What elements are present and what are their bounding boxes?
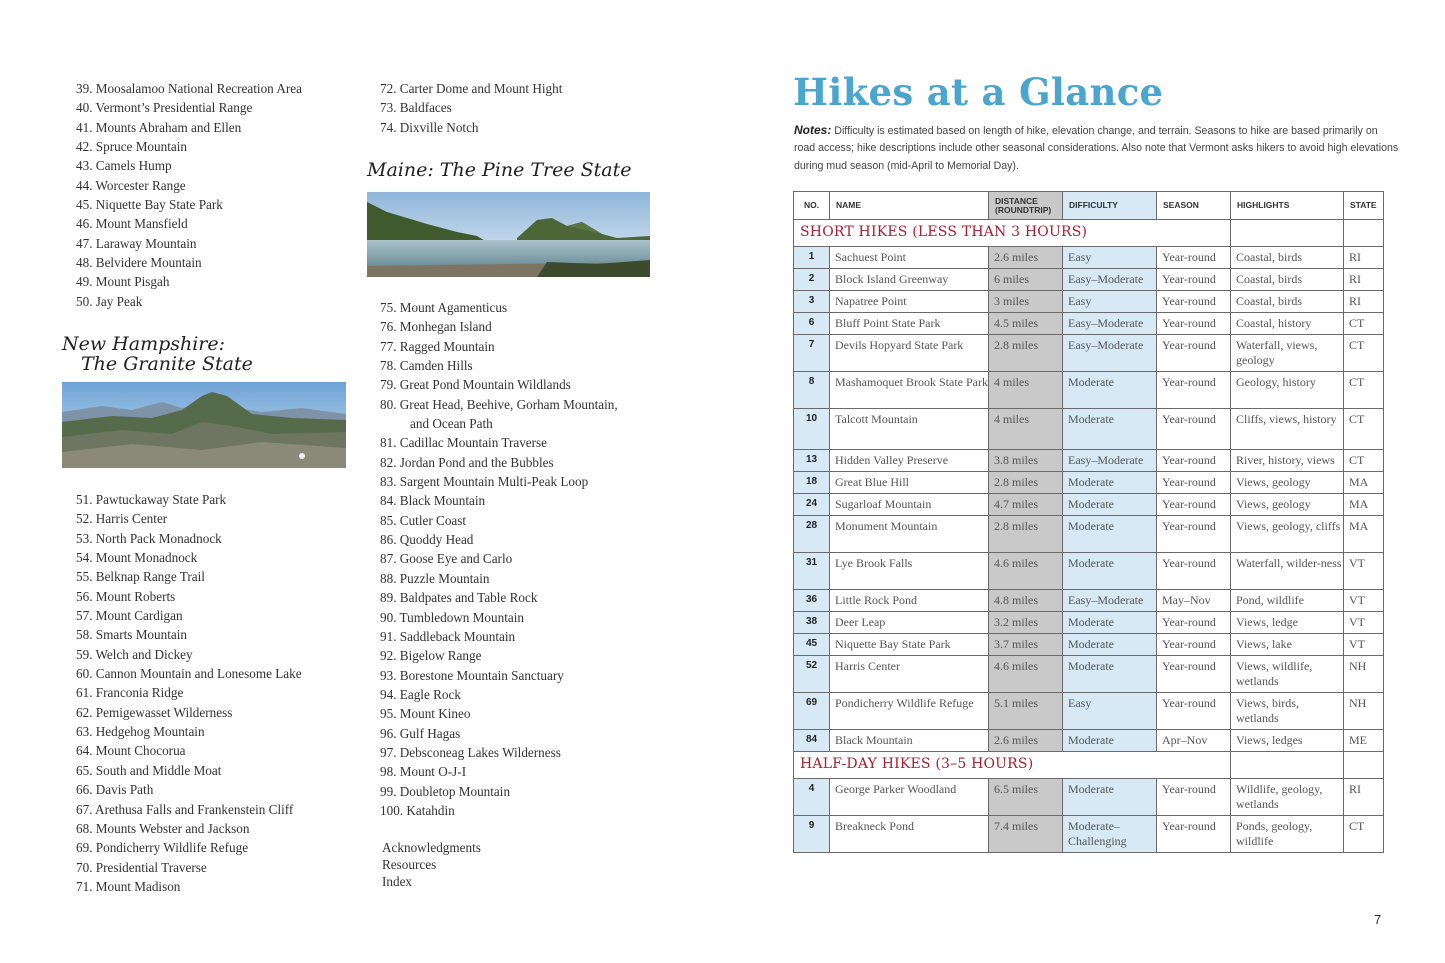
toc-entry: 89. Baldpates and Table Rock — [380, 590, 538, 606]
table-row — [794, 247, 1384, 269]
lake-mountains-image — [367, 192, 650, 277]
hike-distance: 2.6 miles — [989, 730, 1063, 752]
table-header-row — [794, 192, 1384, 220]
state-heading-maine: Maine: The Pine Tree State — [367, 159, 632, 181]
toc-entry: 65. South and Middle Moat — [76, 762, 222, 778]
hike-state: CT — [1344, 409, 1384, 450]
table-row — [794, 693, 1384, 730]
toc-entry: 51. Pawtuckaway State Park — [76, 492, 227, 507]
hike-number: 8 — [794, 372, 830, 409]
table-row — [794, 656, 1384, 693]
hike-difficulty: Easy — [1063, 693, 1157, 730]
toc-entry: 67. Arethusa Falls and Frankenstein Cliff — [76, 801, 294, 817]
hike-state: CT — [1344, 816, 1384, 853]
section-title: HALF-DAY HIKES (3–5 HOURS) — [794, 752, 1231, 779]
hike-distance: 3.8 miles — [989, 450, 1063, 472]
col-header-season: SEASON — [1157, 192, 1231, 220]
hike-highlights: Views, ledge — [1231, 612, 1344, 634]
toc-entry: 69. Pondicherry Wildlife Refuge — [76, 840, 249, 856]
hike-highlights: Ponds, geology, wildlife — [1231, 816, 1344, 853]
hike-state: VT — [1344, 634, 1384, 656]
hike-state: MA — [1344, 516, 1384, 553]
hike-difficulty: Moderate — [1063, 779, 1157, 816]
hike-season: Apr–Nov — [1157, 730, 1231, 752]
toc-entry: 74. Dixville Notch — [380, 119, 479, 135]
hike-distance: 3.7 miles — [989, 634, 1063, 656]
toc-entry: 62. Pemigewasset Wilderness — [76, 704, 233, 720]
table-row — [794, 269, 1384, 291]
table-row — [794, 472, 1384, 494]
toc-entry: 68. Mounts Webster and Jackson — [76, 820, 250, 836]
toc-entry: 59. Welch and Dickey — [76, 646, 193, 662]
toc-entry: 73. Baldfaces — [380, 100, 452, 116]
table-row — [794, 516, 1384, 553]
toc-entry: 78. Camden Hills — [380, 358, 473, 374]
hike-highlights: Coastal, birds — [1231, 247, 1344, 269]
hike-distance: 4.8 miles — [989, 590, 1063, 612]
hike-name: Sugarloaf Mountain — [830, 494, 989, 516]
hike-difficulty: Easy — [1063, 291, 1157, 313]
hike-season: Year-round — [1157, 693, 1231, 730]
new-hampshire-photo — [62, 382, 346, 468]
hike-state: RI — [1344, 779, 1384, 816]
hike-highlights: Views, ledges — [1231, 730, 1344, 752]
hike-difficulty: Moderate — [1063, 409, 1157, 450]
maine-photo — [367, 192, 650, 277]
hike-difficulty: Easy–Moderate — [1063, 590, 1157, 612]
hike-highlights: Views, wildlife, wetlands — [1231, 656, 1344, 693]
toc-entry: 71. Mount Madison — [76, 878, 181, 894]
hike-season: Year-round — [1157, 494, 1231, 516]
hike-name: Mashamoquet Brook State Park — [830, 372, 989, 409]
table-row — [794, 335, 1384, 372]
toc-entry: 43. Camels Hump — [76, 158, 172, 174]
toc-entry: 58. Smarts Mountain — [76, 627, 187, 643]
hike-distance: 2.8 miles — [989, 472, 1063, 494]
toc-column-1-nh — [76, 490, 356, 896]
hike-number: 10 — [794, 409, 830, 450]
hike-highlights: Views, lake — [1231, 634, 1344, 656]
table-row — [794, 494, 1384, 516]
hike-number: 1 — [794, 247, 830, 269]
hike-difficulty: Moderate — [1063, 634, 1157, 656]
hike-state: ME — [1344, 730, 1384, 752]
toc-list-new-hampshire — [76, 490, 356, 896]
hike-highlights: Views, geology — [1231, 472, 1344, 494]
toc-entry: 70. Presidential Traverse — [76, 859, 207, 875]
toc-entry: 47. Laraway Mountain — [76, 235, 197, 251]
table-row — [794, 372, 1384, 409]
hike-number: 6 — [794, 313, 830, 335]
hike-name: Niquette Bay State Park — [830, 634, 989, 656]
hike-number: 9 — [794, 816, 830, 853]
toc-entry: 90. Tumbledown Mountain — [380, 609, 524, 625]
hike-name: Black Mountain — [830, 730, 989, 752]
section-state-blank — [1344, 752, 1384, 779]
table-row — [794, 816, 1384, 853]
hike-difficulty: Moderate — [1063, 656, 1157, 693]
col-header-distance-line2: (ROUNDTRIP) — [995, 204, 1052, 215]
hike-number: 2 — [794, 269, 830, 291]
hike-number: 69 — [794, 693, 830, 730]
toc-list-vermont — [76, 79, 356, 311]
state-heading-line-1: New Hampshire: — [62, 333, 226, 355]
page-title: Hikes at a Glance — [793, 70, 1164, 114]
hike-number: 52 — [794, 656, 830, 693]
toc-entry: 83. Sargent Mountain Multi-Peak Loop — [380, 474, 589, 490]
hike-distance: 4 miles — [989, 409, 1063, 450]
table-row — [794, 612, 1384, 634]
hike-name: Pondicherry Wildlife Refuge — [830, 693, 989, 730]
hike-season: Year-round — [1157, 779, 1231, 816]
hike-difficulty: Moderate — [1063, 612, 1157, 634]
toc-entry: 66. Davis Path — [76, 782, 154, 798]
hike-season: Year-round — [1157, 516, 1231, 553]
section-row — [794, 752, 1384, 779]
toc-entry: Index — [382, 874, 413, 889]
hike-difficulty: Easy–Moderate — [1063, 450, 1157, 472]
hike-highlights: Coastal, birds — [1231, 269, 1344, 291]
hike-state: CT — [1344, 335, 1384, 372]
hike-distance: 2.8 miles — [989, 335, 1063, 372]
toc-entry: 40. Vermont’s Presidential Range — [76, 100, 253, 116]
hike-difficulty: Moderate — [1063, 553, 1157, 590]
hike-distance: 6.5 miles — [989, 779, 1063, 816]
hike-difficulty: Easy–Moderate — [1063, 269, 1157, 291]
hike-distance: 4.6 miles — [989, 656, 1063, 693]
hike-name: Little Rock Pond — [830, 590, 989, 612]
hike-state: RI — [1344, 247, 1384, 269]
toc-entry: 91. Saddleback Mountain — [380, 628, 516, 644]
toc-entry: 100. Katahdin — [380, 802, 455, 818]
toc-entry: Acknowledgments — [382, 840, 481, 855]
hike-season: Year-round — [1157, 409, 1231, 450]
hike-state: MA — [1344, 472, 1384, 494]
col-header-state: STATE — [1344, 192, 1384, 220]
section-highlights-blank — [1231, 220, 1344, 247]
toc-entry: 93. Borestone Mountain Sanctuary — [380, 667, 564, 683]
toc-entry: 50. Jay Peak — [76, 293, 143, 309]
toc-entry: 98. Mount O-J-I — [380, 764, 467, 780]
hike-highlights: Pond, wildlife — [1231, 590, 1344, 612]
toc-entry: 92. Bigelow Range — [380, 648, 482, 664]
toc-entry: 46. Mount Mansfield — [76, 216, 188, 232]
hike-distance: 4.5 miles — [989, 313, 1063, 335]
toc-entry: 61. Franconia Ridge — [76, 685, 184, 701]
toc-entry: 60. Cannon Mountain and Lonesome Lake — [76, 666, 302, 682]
toc-entry: 44. Worcester Range — [76, 177, 186, 193]
hike-state: MA — [1344, 494, 1384, 516]
hike-difficulty: Easy — [1063, 247, 1157, 269]
hike-difficulty: Easy–Moderate — [1063, 313, 1157, 335]
hike-name: Deer Leap — [830, 612, 989, 634]
hike-highlights: Views, geology — [1231, 494, 1344, 516]
hike-highlights: Geology, history — [1231, 372, 1344, 409]
hike-name: Devils Hopyard State Park — [830, 335, 989, 372]
toc-entry: 53. North Pack Monadnock — [76, 530, 222, 546]
toc-column-2 — [380, 79, 650, 137]
hike-distance: 5.1 miles — [989, 693, 1063, 730]
hike-name: Harris Center — [830, 656, 989, 693]
hike-state: VT — [1344, 612, 1384, 634]
toc-entry: 86. Quoddy Head — [380, 532, 474, 548]
toc-entry: 81. Cadillac Mountain Traverse — [380, 435, 548, 451]
hike-difficulty: Moderate — [1063, 516, 1157, 553]
state-heading-new-hampshire — [62, 334, 362, 374]
hike-state: RI — [1344, 269, 1384, 291]
hike-state: VT — [1344, 553, 1384, 590]
hike-highlights: Coastal, history — [1231, 313, 1344, 335]
hike-state: CT — [1344, 313, 1384, 335]
hike-distance: 2.8 miles — [989, 516, 1063, 553]
table-row — [794, 590, 1384, 612]
hike-number: 38 — [794, 612, 830, 634]
col-header-name: NAME — [830, 192, 989, 220]
hike-season: May–Nov — [1157, 590, 1231, 612]
hike-difficulty: Moderate–Challenging — [1063, 816, 1157, 853]
toc-entry: 96. Gulf Hagas — [380, 725, 461, 741]
table-row — [794, 730, 1384, 752]
col-header-no: NO. — [794, 192, 830, 220]
toc-entry: 85. Cutler Coast — [380, 512, 467, 528]
toc-entry: 97. Debsconeag Lakes Wilderness — [380, 744, 561, 760]
hike-name: Great Blue Hill — [830, 472, 989, 494]
notes-text: Difficulty is estimated based on length of hike, elevation change, and terrain. Seasons to hike are based primarily on road access; hike descriptions include other seasonal considerations. Also note that Vermont asks hikers to avoid high elevations during mud season (mid-April to Memorial Day). — [794, 125, 1399, 172]
toc-column-2-maine — [380, 298, 650, 820]
section-highlights-blank — [1231, 752, 1344, 779]
hike-name: Breakneck Pond — [830, 816, 989, 853]
hike-name: Block Island Greenway — [830, 269, 989, 291]
hike-highlights: Waterfall, views, geology — [1231, 335, 1344, 372]
hike-distance: 3.2 miles — [989, 612, 1063, 634]
hike-distance: 4.6 miles — [989, 553, 1063, 590]
hike-state: VT — [1344, 590, 1384, 612]
section-state-blank — [1344, 220, 1384, 247]
toc-entry: 82. Jordan Pond and the Bubbles — [380, 454, 554, 470]
notes-label: Notes: — [794, 123, 832, 137]
hike-number: 3 — [794, 291, 830, 313]
toc-entry: Resources — [382, 857, 437, 872]
hike-distance: 7.4 miles — [989, 816, 1063, 853]
hike-difficulty: Moderate — [1063, 730, 1157, 752]
hike-state: NH — [1344, 656, 1384, 693]
hike-number: 24 — [794, 494, 830, 516]
hike-season: Year-round — [1157, 247, 1231, 269]
hike-name: Bluff Point State Park — [830, 313, 989, 335]
toc-entry: 63. Hedgehog Mountain — [76, 724, 205, 740]
hike-number: 18 — [794, 472, 830, 494]
toc-entry: 77. Ragged Mountain — [380, 338, 495, 354]
toc-entry: 88. Puzzle Mountain — [380, 570, 490, 586]
hike-number: 36 — [794, 590, 830, 612]
hike-season: Year-round — [1157, 472, 1231, 494]
hike-distance: 4 miles — [989, 372, 1063, 409]
toc-entry: and Ocean Path — [410, 416, 493, 432]
toc-entry: 52. Harris Center — [76, 511, 168, 527]
col-header-distance-line1: DISTANCE — [995, 195, 1038, 206]
hike-number: 84 — [794, 730, 830, 752]
toc-column-1 — [76, 79, 356, 311]
toc-entry: 55. Belknap Range Trail — [76, 569, 205, 585]
hike-season: Year-round — [1157, 269, 1231, 291]
table-row — [794, 291, 1384, 313]
toc-entry: 56. Mount Roberts — [76, 588, 176, 604]
hike-difficulty: Moderate — [1063, 372, 1157, 409]
toc-entry: 41. Mounts Abraham and Ellen — [76, 119, 242, 135]
toc-entry: 99. Doubletop Mountain — [380, 783, 511, 799]
hike-distance: 6 miles — [989, 269, 1063, 291]
hike-season: Year-round — [1157, 634, 1231, 656]
hike-distance: 4.7 miles — [989, 494, 1063, 516]
toc-entry: 49. Mount Pisgah — [76, 274, 170, 290]
hike-name: Sachuest Point — [830, 247, 989, 269]
col-header-difficulty: DIFFICULTY — [1063, 192, 1157, 220]
toc-entry: 76. Monhegan Island — [380, 319, 492, 335]
hike-season: Year-round — [1157, 372, 1231, 409]
toc-entry: 54. Mount Monadnock — [76, 550, 198, 566]
hike-season: Year-round — [1157, 816, 1231, 853]
hike-highlights: River, history, views — [1231, 450, 1344, 472]
col-header-distance — [989, 192, 1063, 220]
state-heading-line-2: The Granite State — [81, 353, 253, 375]
toc-entry: 64. Mount Chocorua — [76, 743, 186, 759]
table-row — [794, 553, 1384, 590]
toc-entry: 42. Spruce Mountain — [76, 139, 187, 155]
hike-state: CT — [1344, 372, 1384, 409]
hike-name: Hidden Valley Preserve — [830, 450, 989, 472]
toc-entry: 80. Great Head, Beehive, Gorham Mountain, — [380, 396, 618, 412]
hike-season: Year-round — [1157, 450, 1231, 472]
hike-season: Year-round — [1157, 313, 1231, 335]
hike-state: CT — [1344, 450, 1384, 472]
hike-number: 7 — [794, 335, 830, 372]
toc-entry: 75. Mount Agamenticus — [380, 300, 508, 315]
page-number: 7 — [1374, 912, 1382, 927]
toc-entry: 48. Belvidere Mountain — [76, 255, 202, 271]
hikes-table-body — [794, 220, 1384, 853]
toc-entry: 72. Carter Dome and Mount Hight — [380, 81, 563, 96]
hike-number: 28 — [794, 516, 830, 553]
hike-highlights: Views, geology, cliffs — [1231, 516, 1344, 553]
toc-entry: 39. Moosalamoo National Recreation Area — [76, 81, 302, 96]
hike-state: NH — [1344, 693, 1384, 730]
hike-highlights: Wildlife, geology, wetlands — [1231, 779, 1344, 816]
hike-number: 31 — [794, 553, 830, 590]
hike-highlights: Views, birds, wetlands — [1231, 693, 1344, 730]
col-header-highlights: HIGHLIGHTS — [1231, 192, 1344, 220]
toc-entry: 87. Goose Eye and Carlo — [380, 551, 513, 567]
table-row — [794, 779, 1384, 816]
table-row — [794, 450, 1384, 472]
hike-highlights: Cliffs, views, history — [1231, 409, 1344, 450]
hike-season: Year-round — [1157, 291, 1231, 313]
toc-entry: 45. Niquette Bay State Park — [76, 197, 223, 213]
hike-distance: 3 miles — [989, 291, 1063, 313]
hike-number: 13 — [794, 450, 830, 472]
hike-name: Lye Brook Falls — [830, 553, 989, 590]
toc-entry: 95. Mount Kineo — [380, 706, 471, 722]
back-matter — [382, 839, 582, 890]
table-row — [794, 409, 1384, 450]
hike-highlights: Coastal, birds — [1231, 291, 1344, 313]
section-row — [794, 220, 1384, 247]
hike-state: RI — [1344, 291, 1384, 313]
hike-season: Year-round — [1157, 335, 1231, 372]
hike-highlights: Waterfall, wilder-ness — [1231, 553, 1344, 590]
mountain-ridge-image — [62, 382, 346, 468]
toc-entry: 94. Eagle Rock — [380, 686, 461, 702]
notes-paragraph — [794, 122, 1399, 175]
hike-season: Year-round — [1157, 553, 1231, 590]
table-row — [794, 313, 1384, 335]
section-title: SHORT HIKES (LESS THAN 3 HOURS) — [794, 220, 1231, 247]
hike-season: Year-round — [1157, 612, 1231, 634]
hike-difficulty: Moderate — [1063, 472, 1157, 494]
toc-list-maine — [380, 298, 650, 820]
table-row — [794, 634, 1384, 656]
hike-name: Napatree Point — [830, 291, 989, 313]
hike-number: 4 — [794, 779, 830, 816]
hike-name: George Parker Woodland — [830, 779, 989, 816]
hike-name: Talcott Mountain — [830, 409, 989, 450]
toc-entry: 84. Black Mountain — [380, 493, 486, 509]
hike-season: Year-round — [1157, 656, 1231, 693]
hikes-table — [793, 191, 1384, 853]
toc-entry: 79. Great Pond Mountain Wildlands — [380, 377, 571, 393]
hike-difficulty: Moderate — [1063, 494, 1157, 516]
toc-list-nh-continued — [380, 79, 650, 137]
back-matter-list — [382, 839, 582, 890]
hike-name: Monument Mountain — [830, 516, 989, 553]
toc-entry: 57. Mount Cardigan — [76, 608, 183, 624]
hike-number: 45 — [794, 634, 830, 656]
hike-distance: 2.6 miles — [989, 247, 1063, 269]
hike-difficulty: Easy–Moderate — [1063, 335, 1157, 372]
